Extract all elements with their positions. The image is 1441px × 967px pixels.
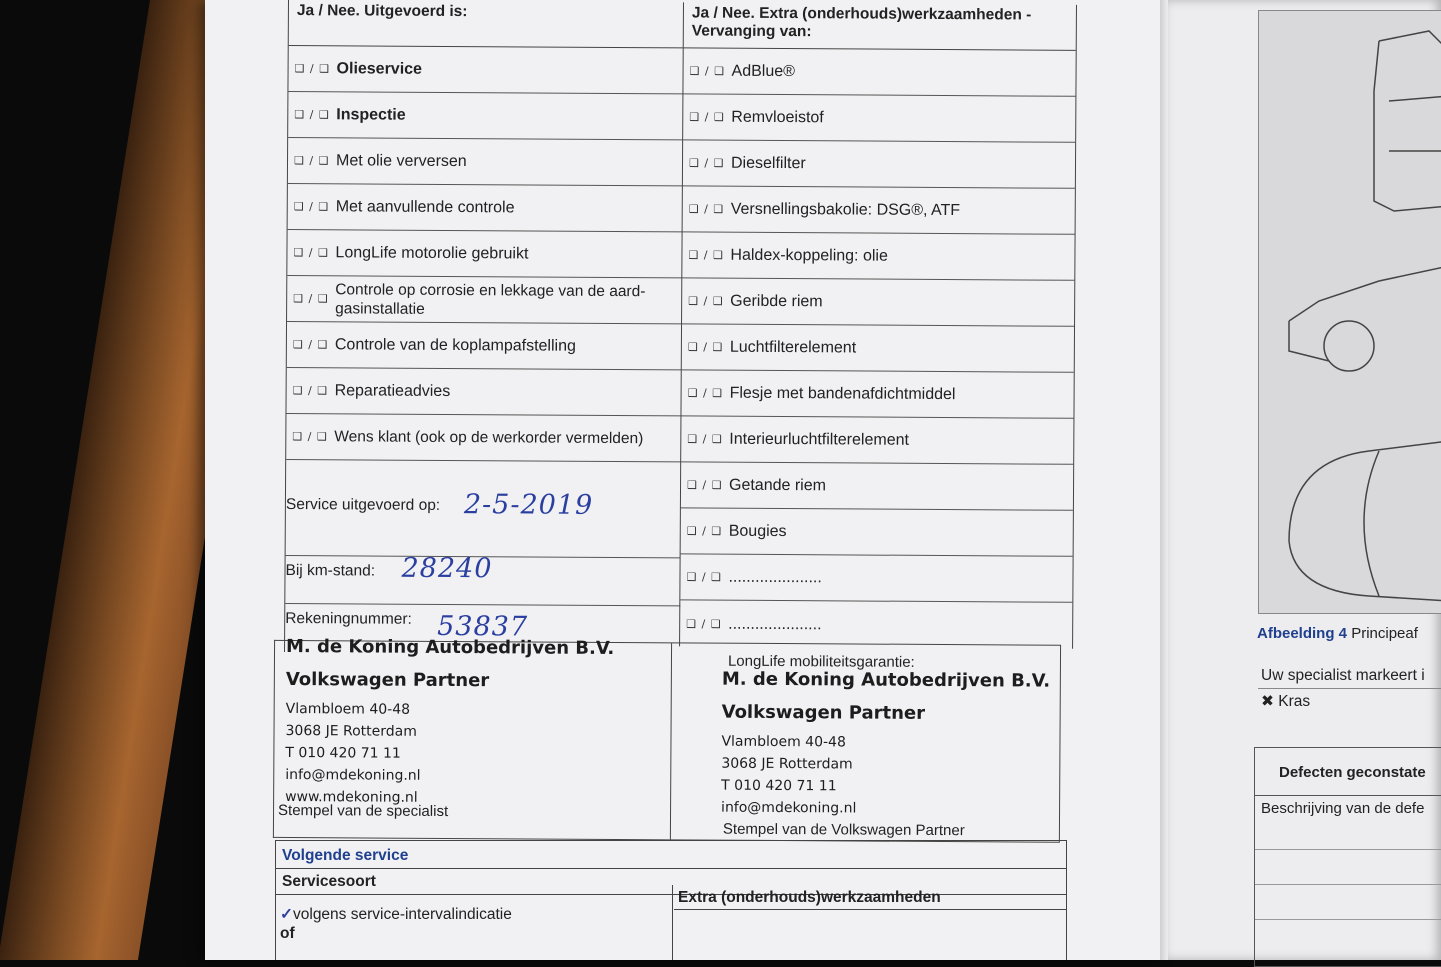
checkbox-pair[interactable]: ❑ / ❑	[294, 62, 331, 76]
column-divider	[672, 885, 673, 960]
checkbox-pair[interactable]: ❑ / ❑	[292, 384, 329, 398]
defects-description: Beschrijving van de defe	[1261, 800, 1425, 817]
checkbox-pair[interactable]: ❑ / ❑	[293, 246, 329, 260]
next-service-title: Volgende service	[276, 841, 1066, 869]
row-versnellingsbakolie: ❑ / ❑ Versnellingsbakolie: DSG®, ATF	[683, 186, 1075, 234]
checkbox-pair[interactable]: ❑ / ❑	[688, 294, 724, 308]
row-olie-verversen: ❑ / ❑ Met olie verversen	[288, 138, 683, 186]
checkbox-pair[interactable]: ❑ / ❑	[689, 64, 726, 78]
checkbox-pair[interactable]: ❑ / ❑	[293, 200, 330, 214]
blank-line[interactable]	[1255, 849, 1441, 884]
defects-box	[1254, 747, 1441, 967]
row-corrosie: ❑ / ❑ Controle op corrosie en lekkage van de aard-gasinstallatie	[287, 276, 682, 324]
row-remvloeistof: ❑ / ❑ Remvloeistof	[683, 94, 1075, 142]
figure-caption: Afbeelding 4 Principeaf	[1257, 625, 1418, 642]
checkbox-pair[interactable]: ❑ / ❑	[688, 248, 724, 262]
checkbox-pair[interactable]: ❑ / ❑	[686, 570, 722, 584]
row-inspectie: ❑ / ❑ Inspectie	[288, 92, 683, 140]
row-divider	[674, 909, 1066, 910]
performed-column	[284, 0, 684, 654]
row-olieservice: ❑ / ❑ Olieservice	[288, 46, 683, 94]
row-luchtfilter: ❑ / ❑ Luchtfilterelement	[682, 324, 1074, 372]
defects-title: Defecten geconstate	[1255, 748, 1441, 796]
row-bandenafdichtmiddel: ❑ / ❑ Flesje met bandenafdichtmiddel	[681, 370, 1073, 418]
km-row	[285, 552, 680, 606]
row-blank-2: ❑ / ❑ .....................	[686, 615, 822, 633]
extra-work-column	[679, 2, 1077, 648]
checkbox-pair[interactable]: ❑ / ❑	[293, 292, 329, 306]
km-label: Bij km-stand:	[285, 561, 376, 580]
checkbox-pair[interactable]: ❑ / ❑	[686, 616, 722, 631]
checkbox-pair[interactable]: ❑ / ❑	[294, 108, 330, 122]
service-date-label: Service uitgevoerd op:	[285, 495, 441, 514]
specialist-stamp-label: Stempel van de specialist	[277, 801, 449, 820]
row-getande-riem: ❑ / ❑ Getande riem	[681, 462, 1073, 510]
car-outline-icon	[1259, 11, 1441, 613]
checkbox-pair[interactable]: ❑ / ❑	[687, 340, 724, 354]
row-bougies: ❑ / ❑ Bougies	[681, 508, 1073, 556]
blank-line[interactable]	[1255, 919, 1441, 954]
row-koplamp: ❑ / ❑ Controle van de koplampafstelling	[287, 322, 682, 370]
marks-text: Uw specialist markeert i	[1261, 667, 1425, 684]
row-longlife: ❑ / ❑ LongLife motorolie gebruikt	[287, 230, 682, 278]
row-blank-1: ❑ / ❑ .....................	[680, 554, 1072, 602]
checkbox-pair[interactable]: ❑ / ❑	[687, 478, 723, 492]
check-mark-icon: ✓	[280, 906, 293, 923]
row-wens-klant: ❑ / ❑ Wens klant (ook op de werkorder vermelden)	[286, 414, 681, 462]
mobility-label: LongLife mobiliteitsgarantie:	[727, 652, 915, 671]
kras-legend: ✖ Kras	[1261, 693, 1311, 710]
divider	[1258, 688, 1441, 689]
invoice-value[interactable]: 53837	[437, 610, 529, 643]
checkbox-pair[interactable]: ❑ / ❑	[292, 338, 329, 352]
car-diagram	[1258, 10, 1441, 614]
checkbox-pair[interactable]: ❑ / ❑	[687, 432, 723, 446]
row-interieurluchtfilter: ❑ / ❑ Interieurluchtfilterelement	[681, 416, 1073, 464]
dealer-stamp-left: M. de Koning Autobedrijven B.V. Volkswagen Partner Vlambloem 40-48 3068 JE Rotterdam T 010 420 71 11 info@mdekoning.nl www.mdekoning.nl	[285, 636, 615, 806]
checkbox-pair[interactable]: ❑ / ❑	[687, 386, 724, 400]
next-service-table	[275, 840, 1067, 960]
row-adblue: ❑ / ❑ AdBlue®	[683, 48, 1075, 96]
extra-work-label: Extra (onderhouds)werkzaamheden	[678, 889, 941, 906]
partner-stamp-label: Stempel van de Volkswagen Partner	[722, 820, 965, 840]
checkbox-pair[interactable]: ❑ / ❑	[292, 430, 328, 444]
checkbox-pair[interactable]: ❑ / ❑	[688, 156, 725, 170]
checkbox-pair[interactable]: ❑ / ❑	[293, 154, 330, 168]
blank-line[interactable]	[1255, 884, 1441, 919]
service-date-value[interactable]: 2-5-2019	[463, 489, 594, 521]
performed-header: Ja / Nee. Uitgevoerd is:	[289, 0, 684, 48]
km-value[interactable]: 28240	[401, 552, 493, 585]
or-label: of	[280, 925, 295, 942]
interval-option[interactable]: ✓volgens service-intervalindicatie	[280, 906, 512, 923]
dealer-stamp-right: M. de Koning Autobedrijven B.V. Volkswagen Partner Vlambloem 40-48 3068 JE Rotterdam T 010 420 71 11 info@mdekoning.nl	[721, 668, 1051, 817]
row-reparatieadvies: ❑ / ❑ Reparatieadvies	[286, 368, 681, 416]
service-form	[277, 0, 1078, 845]
checkbox-pair[interactable]: ❑ / ❑	[689, 110, 725, 124]
row-dieselfilter: ❑ / ❑ Dieselfilter	[683, 140, 1075, 188]
invoice-label: Rekeningnummer:	[285, 609, 412, 628]
row-aanvullende-controle: ❑ / ❑ Met aanvullende controle	[288, 184, 683, 232]
checkbox-pair[interactable]: ❑ / ❑	[688, 202, 725, 216]
service-date-row	[286, 460, 682, 558]
row-haldex: ❑ / ❑ Haldex-koppeling: olie	[682, 232, 1074, 280]
extra-work-header: Ja / Nee. Extra (onderhouds)werkzaamheden - Vervanging van:	[684, 2, 1076, 50]
row-geribde-riem: ❑ / ❑ Geribde riem	[682, 278, 1074, 326]
service-type-label: Servicesoort	[276, 869, 1066, 895]
checkbox-pair[interactable]: ❑ / ❑	[686, 524, 723, 538]
